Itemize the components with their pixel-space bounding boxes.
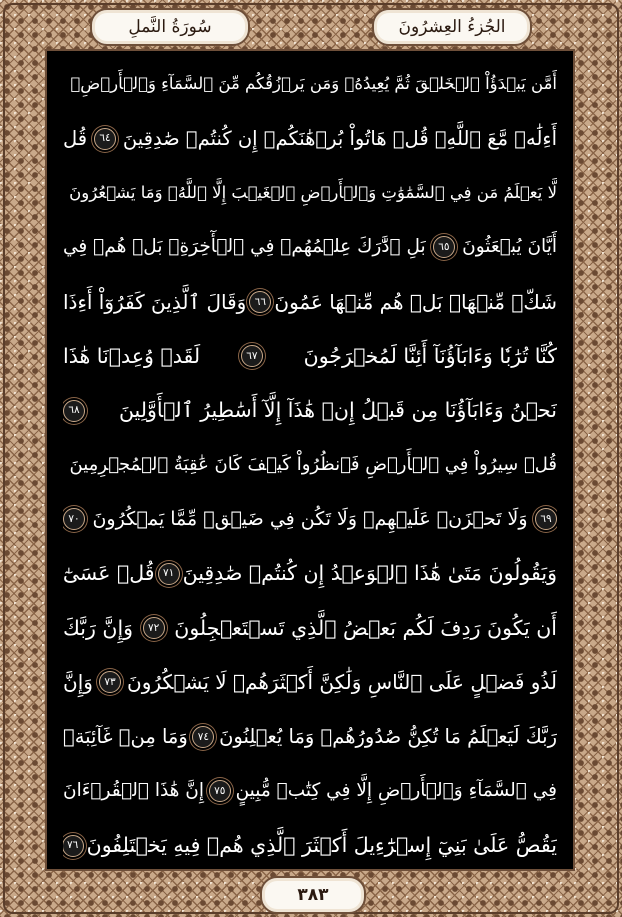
ayah-number-marker: ٧٠: [63, 508, 85, 530]
ayah-number-marker: ٦٤: [94, 128, 116, 150]
text-line: [63, 111, 557, 165]
text-line: [63, 329, 557, 383]
verse-text: إِنَّ هَٰذَا ٱلۡقُرۡءَانَ: [63, 780, 205, 802]
verse-text: وَيَقُولُونَ مَتَىٰ هَٰذَا ٱلۡوَعۡدُ إِن كُنتُمۡ صَٰدِقِينَ: [182, 561, 557, 586]
verse-text: وَإِنَّ رَبَّكَ: [63, 615, 134, 640]
page-header: [30, 8, 592, 44]
verse-text: بَلِ ٱدَّٰرَكَ عِلۡمُهُمۡ فِي ٱلۡأٓخِرَةِۚ بَلۡ هُمۡ فِي: [63, 236, 426, 258]
text-line: [63, 655, 557, 709]
ayah-number-marker: ٦٨: [63, 400, 85, 422]
quran-text-block: [45, 49, 575, 871]
verse-text: لَذُو فَضۡلٍ عَلَى ٱلنَّاسِ وَلَٰكِنَّ أَكۡثَرَهُمۡ لَا يَشۡكُرُونَ: [127, 670, 557, 695]
verse-text: لَّا يَعۡلَمُ مَن فِي ٱلسَّمَٰوَٰتِ وَٱلۡأَرۡضِ ٱلۡغَيۡبَ إِلَّا ٱللَّهُۚ وَمَا يَشۡعُرُونَ: [69, 182, 557, 202]
verse-text: وَمَا مِنۡ غَآئِبَةٖ: [63, 725, 188, 749]
verse-text: أَيَّانَ يُبۡعَثُونَ: [462, 236, 557, 258]
text-line: [63, 764, 557, 818]
juz-label: الجُزءُ العِشرُونَ: [372, 8, 532, 46]
text-line: [63, 166, 557, 220]
verse-text: يَقُصُّ عَلَىٰ بَنِيٓ إِسۡرَٰٓءِيلَ أَكۡثَرَ ٱلَّذِي هُمۡ فِيهِ يَخۡتَلِفُونَ: [86, 833, 557, 858]
verse-text: لَقَدۡ وُعِدۡنَا هَٰذَا: [63, 343, 201, 368]
ayah-number-marker: ٧٦: [63, 835, 84, 857]
verse-text: وَقَالَ ٱلَّذِينَ كَفَرُوٓاْ أَءِذَا: [63, 289, 247, 314]
ayah-number-marker: ٦٥: [433, 236, 455, 258]
verse-text: قُلۡ عَسَىٰٓ: [63, 561, 155, 586]
ayah-number-marker: ٧٥: [209, 780, 231, 802]
verse-text: قُلۡ سِيرُواْ فِي ٱلۡأَرۡضِ فَٱنظُرُواْ كَيۡفَ كَانَ عَٰقِبَةُ ٱلۡمُجۡرِمِينَ: [69, 453, 557, 475]
verse-text: كُنَّا تُرَٰبٗا وَءَابَآؤُنَآ أَئِنَّا لَمُخۡرَجُونَ: [303, 343, 557, 368]
ayah-number-marker: ٦٦: [249, 291, 271, 313]
ayah-number-marker: ٦٩: [535, 508, 557, 530]
verse-text: وَإِنَّ: [63, 670, 93, 695]
verse-text: شَكّٖ مِّنۡهَاۖ بَلۡ هُم مِّنۡهَا عَمُونَ: [274, 289, 557, 314]
text-line: [63, 818, 557, 872]
ayah-number-marker: ٧١: [158, 563, 180, 585]
text-line: [63, 438, 557, 492]
text-line: [63, 601, 557, 655]
verse-text: أَن يَكُونَ رَدِفَ لَكُم بَعۡضُ ٱلَّذِي تَسۡتَعۡجِلُونَ: [174, 615, 557, 640]
ayah-number-marker: ٧٢: [143, 617, 165, 639]
verse-text: رَبَّكَ لَيَعۡلَمُ مَا تُكِنُّ صُدُورُهُمۡ وَمَا يُعۡلِنُونَ: [219, 725, 557, 749]
ayah-number-marker: ٧٣: [99, 671, 121, 693]
page-number: ٣٨٣: [260, 876, 366, 914]
text-line: [63, 275, 557, 329]
text-line: [63, 57, 557, 111]
surah-name-label: سُورَةُ النَّملِ: [90, 8, 250, 46]
ayah-number-marker: ٧٤: [192, 726, 214, 748]
verse-text: أَءِلَٰهٞ مَّعَ ٱللَّهِۚ قُلۡ هَاتُواْ بُرۡهَٰنَكُمۡ إِن كُنتُمۡ صَٰدِقِينَ: [122, 126, 557, 150]
text-line: [63, 547, 557, 601]
text-line: [63, 383, 557, 437]
verse-text: فِي ٱلسَّمَآءِ وَٱلۡأَرۡضِ إِلَّا فِي كِتَٰبٖ مُّبِينٍ: [235, 780, 557, 802]
verse-text: وَلَا تَحۡزَنۡ عَلَيۡهِمۡ وَلَا تَكُن فِي ضَيۡقٖ مِّمَّا يَمۡكُرُونَ: [92, 507, 528, 530]
verse-text: أَمَّن يَبۡدَؤُاْ ٱلۡخَلۡقَ ثُمَّ يُعِيدُهُۥ وَمَن يَرۡزُقُكُم مِّنَ ٱلسَّمَآءِ وَٱلۡأَرۡضِۗ: [70, 73, 557, 93]
verse-text: نَحۡنُ وَءَابَآؤُنَا مِن قَبۡلُ إِنۡ هَٰذَآ إِلَّآ أَسَٰطِيرُ ٱلۡأَوَّلِينَ: [118, 398, 557, 423]
verse-text: قُل: [63, 126, 88, 150]
text-line: [63, 220, 557, 274]
text-line: [63, 710, 557, 764]
text-line: [63, 492, 557, 546]
ayah-number-marker: ٦٧: [241, 345, 263, 367]
